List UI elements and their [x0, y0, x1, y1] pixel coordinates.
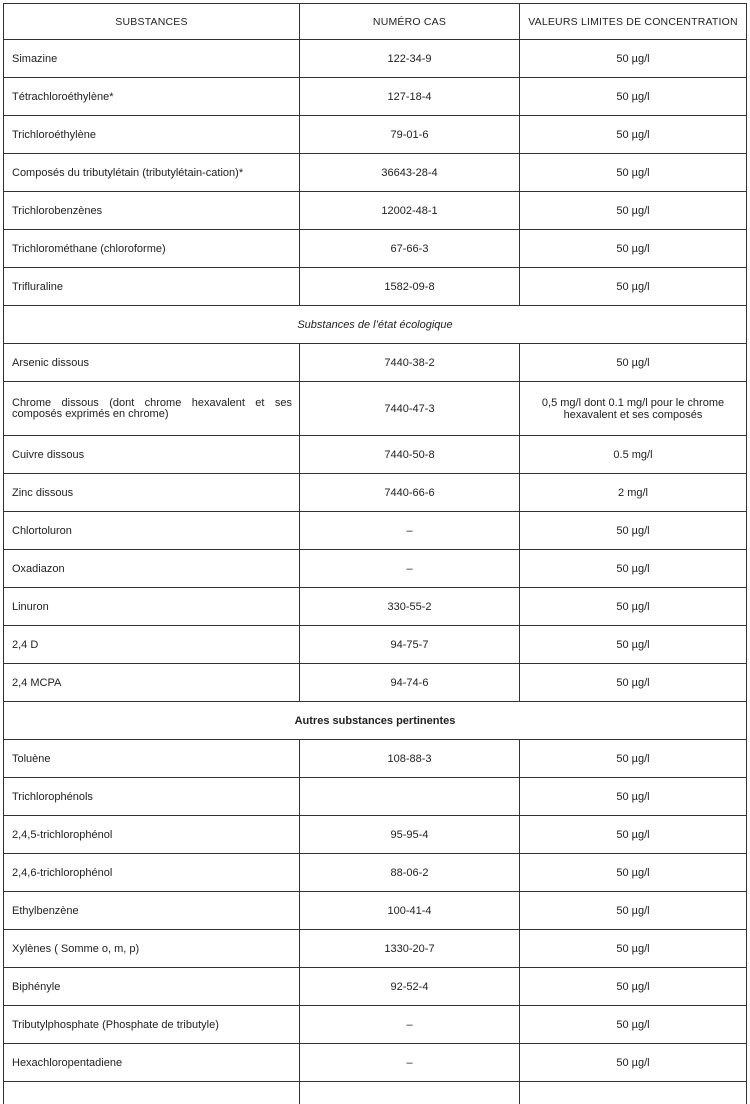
limit-value: 50 µg/l: [520, 116, 747, 154]
cas-number: 1582-09-8: [300, 268, 520, 306]
substance-name: Trichlorométhane (chloroforme): [4, 230, 300, 268]
cas-number: –: [300, 512, 520, 550]
limit-value: 50 µg/l: [520, 40, 747, 78]
limit-value: 50 µg/l: [520, 344, 747, 382]
substance-name-text: Chrome dissous (dont chrome hexavalent et ses composés exprimés en chrome): [12, 398, 292, 420]
table-row: [4, 474, 747, 512]
header-limit-values: VALEURS LIMITES DE CONCENTRATION: [520, 4, 747, 40]
substance-name: Hexachloropentadiene: [4, 1044, 300, 1082]
table-row: [4, 344, 747, 382]
table-row: [4, 664, 747, 702]
cas-number: 330-55-2: [300, 588, 520, 626]
cas-number: 108-88-3: [300, 740, 520, 778]
cas-number: 7440-66-6: [300, 474, 520, 512]
limit-value: 50 µg/l: [520, 512, 747, 550]
limit-value: 50 µg/l: [520, 268, 747, 306]
table-row: [4, 930, 747, 968]
cas-number: 12002-48-1: [300, 192, 520, 230]
table-row: [4, 550, 747, 588]
substance-name: Cuivre dissous: [4, 436, 300, 474]
table-row: [4, 1044, 747, 1082]
cas-number: –: [300, 1044, 520, 1082]
substance-name: [4, 382, 300, 436]
table-row: [4, 268, 747, 306]
cas-number: [300, 778, 520, 816]
substance-name: Oxadiazon: [4, 550, 300, 588]
substance-name: Ethylbenzène: [4, 892, 300, 930]
table-row: [4, 192, 747, 230]
table-row: [4, 626, 747, 664]
limit-value: 50 µg/l: [520, 588, 747, 626]
limit-value: 50 µg/l: [520, 816, 747, 854]
limit-value: 50 µg/l: [520, 550, 747, 588]
cas-number: 1330-20-7: [300, 930, 520, 968]
cas-number: 36643-28-4: [300, 154, 520, 192]
cas-number: –: [300, 550, 520, 588]
substance-name: Tributylphosphate (Phosphate de tributyle): [4, 1006, 300, 1044]
limit-value: 50 µg/l: [520, 192, 747, 230]
substance-name: Composés du tributylétain (tributylétain-cation)*: [4, 154, 300, 192]
limit-value: 50 µg/l: [520, 854, 747, 892]
table-row: [4, 854, 747, 892]
substance-name: Chlortoluron: [4, 512, 300, 550]
cas-number: 122-34-9: [300, 40, 520, 78]
substance-name: Toluène: [4, 740, 300, 778]
cas-number: 7440-47-3: [300, 382, 520, 436]
limit-value: 50 µg/l: [520, 740, 747, 778]
substance-name: Arsenic dissous: [4, 344, 300, 382]
limit-value: 50 µg/l: [520, 78, 747, 116]
cas-number: 7440-38-2: [300, 344, 520, 382]
table-row: [4, 892, 747, 930]
substance-name: Xylènes ( Somme o, m, p): [4, 930, 300, 968]
limit-value: 50 µg/l: [520, 626, 747, 664]
cas-number: 127-18-4: [300, 78, 520, 116]
substance-name: 2,4,5-trichlorophénol: [4, 816, 300, 854]
table-row-continuation: [4, 1082, 747, 1104]
substance-name: Simazine: [4, 40, 300, 78]
cas-number: 92-52-4: [300, 968, 520, 1006]
table-row: [4, 116, 747, 154]
limit-value: 2 mg/l: [520, 474, 747, 512]
section-row-ecologique: [4, 306, 747, 344]
header-substances: SUBSTANCES: [4, 4, 300, 40]
table-row: [4, 588, 747, 626]
substance-name: Trichlorobenzènes: [4, 192, 300, 230]
table-row: [4, 40, 747, 78]
limit-value: 50 µg/l: [520, 230, 747, 268]
table-row: [4, 436, 747, 474]
substance-name: Trifluraline: [4, 268, 300, 306]
substance-name: Trichloroéthylène: [4, 116, 300, 154]
table-row: [4, 154, 747, 192]
limit-value: 0.5 mg/l: [520, 436, 747, 474]
substance-name: Biphényle: [4, 968, 300, 1006]
substance-name: Trichlorophénols: [4, 778, 300, 816]
table-row: [4, 78, 747, 116]
table-row: [4, 740, 747, 778]
cas-number: 88-06-2: [300, 854, 520, 892]
limit-value: 50 µg/l: [520, 154, 747, 192]
header-row: [4, 4, 747, 40]
section-title-autres: Autres substances pertinentes: [4, 702, 747, 740]
limit-value: 50 µg/l: [520, 930, 747, 968]
cas-number: 100-41-4: [300, 892, 520, 930]
section-row-autres: [4, 702, 747, 740]
table-row: [4, 1006, 747, 1044]
limit-value: 50 µg/l: [520, 1044, 747, 1082]
substance-name: Linuron: [4, 588, 300, 626]
table-row: [4, 512, 747, 550]
cas-number: 95-95-4: [300, 816, 520, 854]
cas-number: –: [300, 1006, 520, 1044]
table-row: [4, 816, 747, 854]
substance-name: 2,4,6-trichlorophénol: [4, 854, 300, 892]
limit-value: 50 µg/l: [520, 1006, 747, 1044]
table-row: [4, 968, 747, 1006]
cas-number: 94-75-7: [300, 626, 520, 664]
limit-value: 50 µg/l: [520, 778, 747, 816]
substance-name: Tétrachloroéthylène*: [4, 78, 300, 116]
cas-number: 7440-50-8: [300, 436, 520, 474]
cas-number: 94-74-6: [300, 664, 520, 702]
table-row: [4, 778, 747, 816]
limit-value: 0,5 mg/l dont 0.1 mg/l pour le chrome hexavalent et ses composés: [520, 382, 747, 436]
substance-name: Zinc dissous: [4, 474, 300, 512]
section-title-ecologique: Substances de l’état écologique: [4, 306, 747, 344]
substance-name: 2,4 MCPA: [4, 664, 300, 702]
substance-name: 2,4 D: [4, 626, 300, 664]
concentration-limits-table: [3, 3, 747, 1104]
table-row: [4, 382, 747, 436]
limit-value: 50 µg/l: [520, 664, 747, 702]
limit-value: 50 µg/l: [520, 892, 747, 930]
cas-number: 79-01-6: [300, 116, 520, 154]
cas-number: 67-66-3: [300, 230, 520, 268]
table-row: [4, 230, 747, 268]
limit-value: 50 µg/l: [520, 968, 747, 1006]
header-cas-number: NUMÉRO CAS: [300, 4, 520, 40]
